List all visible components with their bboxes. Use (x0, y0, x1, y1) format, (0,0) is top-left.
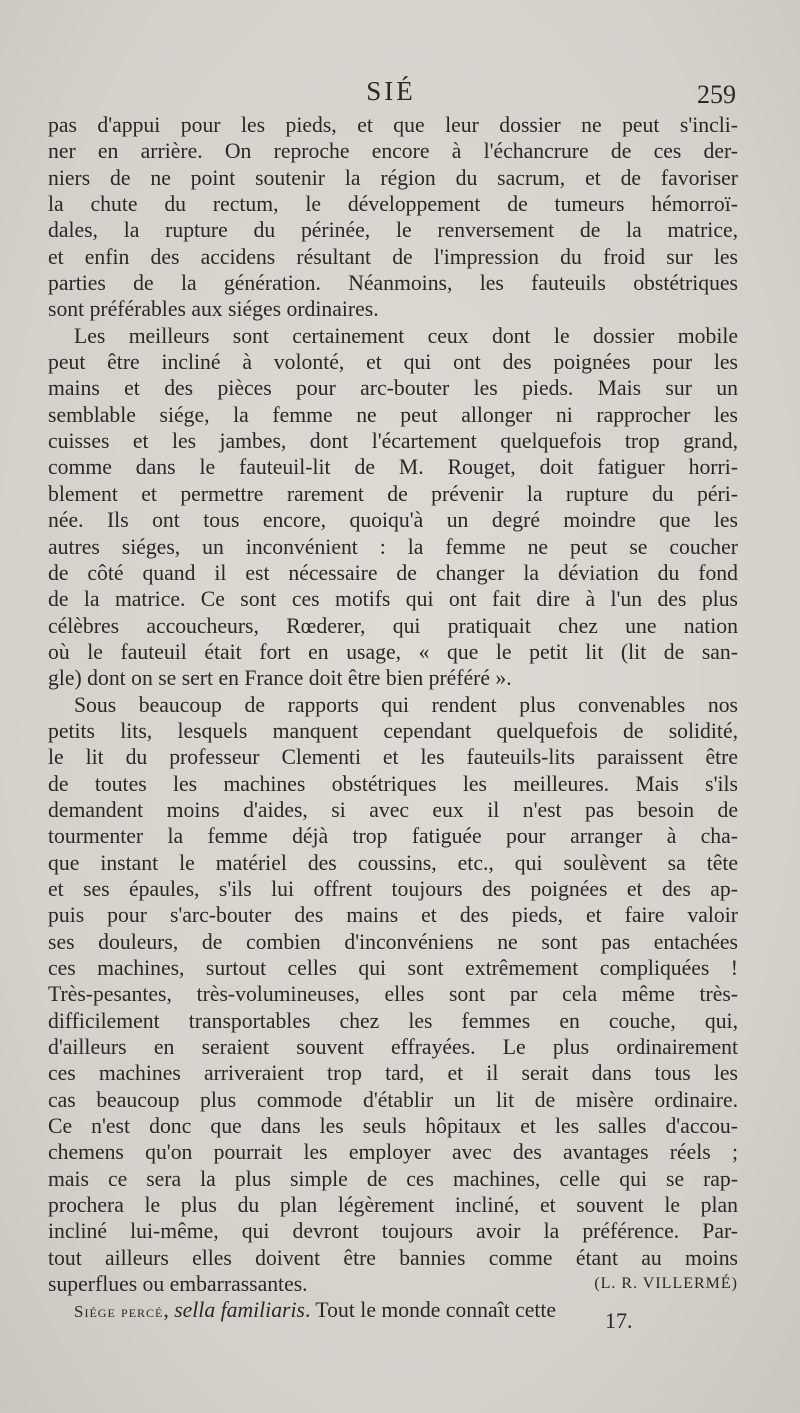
text-line: gle) dont on se sert en France doit être bien préféré ». (48, 666, 512, 691)
text-line: petits lits, lesquels manquent cependant quelquefois de solidité, (48, 718, 738, 743)
entry-text: . Tout le monde connaît cette (304, 1298, 556, 1323)
text-line: d'ailleurs en seraient souvent effrayées. Le plus ordinairement (48, 1035, 738, 1060)
text-line: peut être incliné à volonté, et qui ont des poignées pour les (48, 350, 738, 375)
entry-siege-perce (48, 1297, 738, 1323)
text-line: pas d'appui pour les pieds, et que leur dossier ne peut s'incli- (48, 113, 738, 137)
text-line: tout ailleurs elles doivent être bannies comme étant au moins (48, 1245, 738, 1270)
text-line: tourmenter la femme déjà trop fatiguée pour arranger à cha- (48, 824, 738, 849)
text-line: parties de la génération. Néanmoins, les fauteuils obstétriques (48, 271, 738, 296)
text-line: mains et des pièces pour arc-bouter les pieds. Mais sur un (48, 376, 738, 401)
text-line: Ce n'est donc que dans les seuls hôpitaux et les salles d'accou- (48, 1114, 738, 1139)
text-line: de la matrice. Ce sont ces motifs qui ont fait dire à l'un des plus (48, 587, 738, 612)
text-line: de côté quand il est nécessaire de changer la déviation du fond (48, 560, 738, 585)
text-line-with-signature (48, 1271, 738, 1297)
text-line: demandent moins d'aides, si avec eux il n'est pas besoin de (48, 797, 738, 822)
text-line: née. Ils ont tous encore, quoiqu'à un degré moindre que les (48, 508, 738, 533)
text-line: blement et permettre rarement de prévenir la rupture du péri- (48, 481, 738, 506)
text-line: cuisses et les jambes, dont l'écartement quelquefois trop grand, (48, 429, 738, 454)
text-line: Très-pesantes, très-volumineuses, elles sont par cela même très- (48, 982, 738, 1007)
body-text (48, 112, 738, 1324)
text-line: le lit du professeur Clementi et les fauteuils-lits paraissent être (48, 745, 738, 770)
text-line: et enfin des accidens résultant de l'impression du froid sur les (48, 244, 738, 269)
running-head: SIÉ (366, 76, 416, 106)
text-line: Les meilleurs sont certainement ceux dont le dossier mobile (74, 323, 738, 348)
text-line: Sous beaucoup de rapports qui rendent plus convenables nos (74, 692, 738, 717)
text-line: ces machines arriveraient trop tard, et il serait dans tous les (48, 1061, 738, 1086)
signature-mark: 17. (605, 1308, 633, 1333)
text-line: ner en arrière. On reproche encore à l'échancrure de ces der- (48, 139, 738, 164)
paragraph-3 (48, 692, 738, 1298)
text-line: et ses épaules, s'ils lui offrent toujours des poignées et des ap- (48, 876, 738, 901)
text-line: cas beaucoup plus commode d'établir un lit de misère ordinaire. (48, 1087, 738, 1112)
text-line: la chute du rectum, le développement de tumeurs hémorroï- (48, 192, 738, 217)
text-line: prochera le plus du plan légèrement incliné, et souvent le plan (48, 1193, 738, 1218)
text-line: semblable siége, la femme ne peut allonger ni rapprocher les (48, 402, 738, 427)
author-signature: (L. R. VILLERMÉ) (594, 1275, 738, 1293)
page-number: 259 (697, 80, 736, 109)
paragraph-2 (48, 323, 738, 692)
text-line: sont préférables aux siéges ordinaires. (48, 297, 379, 322)
text-line: incliné lui-même, qui devront toujours avoir la préférence. Par- (48, 1219, 738, 1244)
text-line: difficilement transportables chez les femmes en couche, qui, (48, 1008, 738, 1033)
text-line: chemens qu'on pourrait les employer avec des avantages réels ; (48, 1140, 738, 1165)
entry-latin: sella familiaris (174, 1298, 305, 1323)
text-line: autres siéges, un inconvénient : la femme ne peut se coucher (48, 534, 738, 559)
page-header (46, 76, 736, 116)
entry-term: Siége percé (74, 1302, 164, 1322)
text-line: mais ce sera la plus simple de ces machines, celle qui se rap- (48, 1166, 738, 1191)
text-line: où le fauteuil était fort en usage, « que le petit lit (lit de san- (48, 639, 738, 664)
text-line: superflues ou embarrassantes. (48, 1272, 308, 1297)
text-line: puis pour s'arc-bouter des mains et des pieds, et faire valoir (48, 903, 738, 928)
text-line: dales, la rupture du périnée, le renversement de la matrice, (48, 218, 738, 243)
text-line: célèbres accoucheurs, Rœderer, qui pratiquait chez une nation (48, 613, 738, 638)
text-line: niers de ne point soutenir la région du sacrum, et de favoriser (48, 165, 738, 190)
entry-line: Siége percé, sella familiaris. Tout le monde connaît cette (74, 1298, 556, 1323)
text-line: ces machines, surtout celles qui sont extrêmement compliquées ! (48, 956, 738, 980)
text-line: que instant le matériel des coussins, etc., qui soulèvent sa tête (48, 850, 738, 875)
text-line: ses douleurs, de combien d'inconvéniens ne sont pas entachées (48, 929, 738, 954)
paragraph-1 (48, 112, 738, 323)
text-line: de toutes les machines obstétriques les meilleures. Mais s'ils (48, 771, 738, 796)
text-line: comme dans le fauteuil-lit de M. Rouget, doit fatiguer horri- (48, 455, 738, 480)
